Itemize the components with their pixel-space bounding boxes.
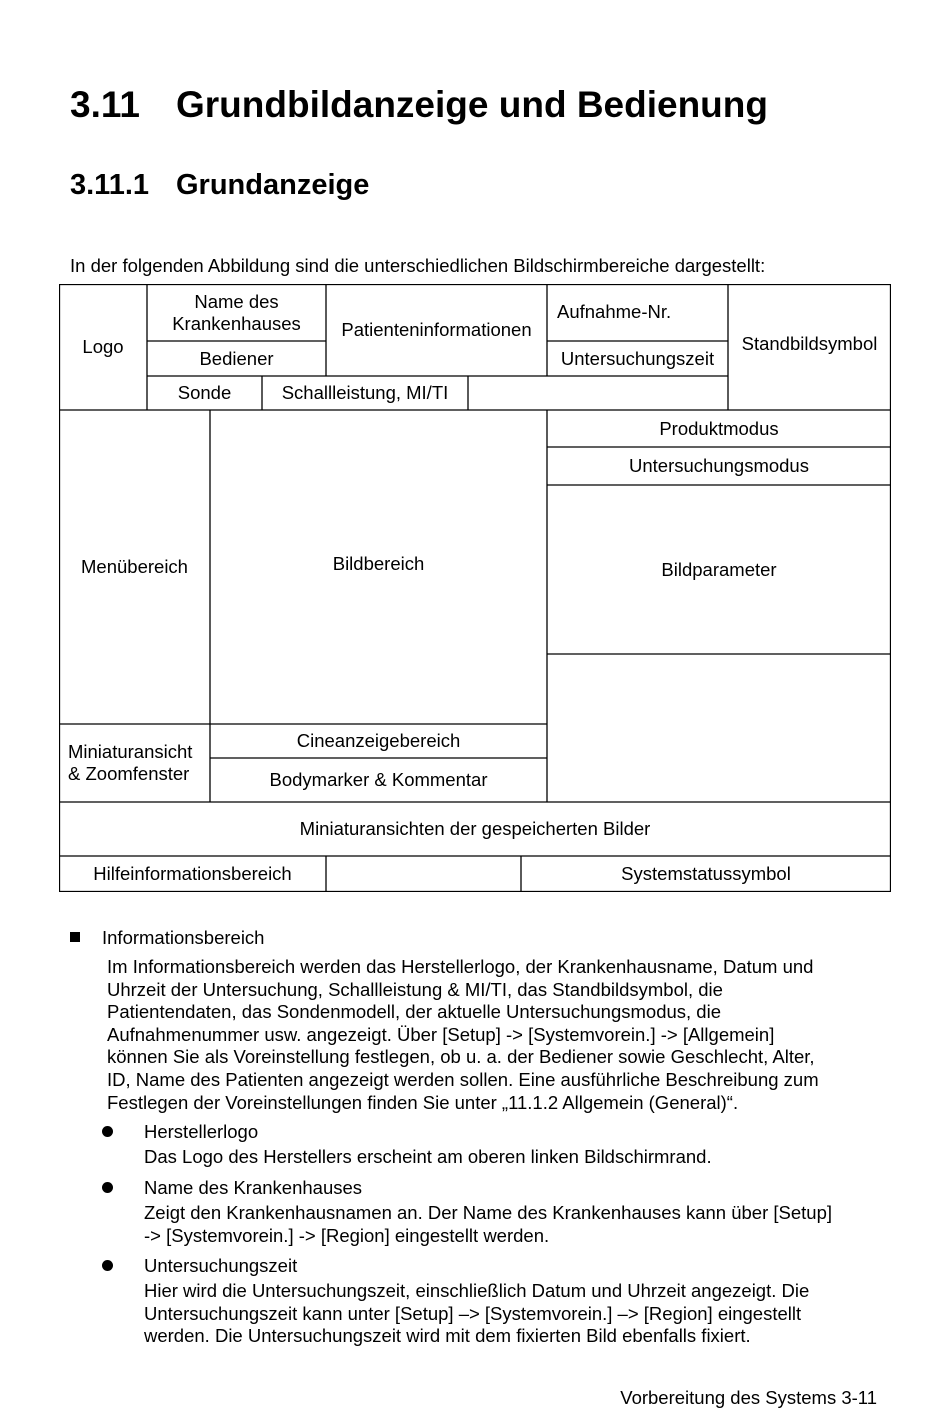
operator-cell (147, 341, 326, 376)
section-number: 3.11 (70, 84, 140, 125)
item-text-manufacturer-logo (144, 1146, 884, 1169)
round-bullet-icon (102, 1126, 113, 1137)
section-heading (70, 82, 768, 128)
acoustic-power-label: Schallleistung, MI/TI (281, 382, 449, 403)
item-title-exam-time: Untersuchungszeit (144, 1255, 298, 1276)
info-text-line: Patientendaten, das Sondenmodell, der aktuelle Untersuchungsmodus, die (107, 1001, 721, 1023)
freeze-icon-label: Standbildsymbol (741, 333, 878, 354)
freeze-icon-cell (728, 284, 891, 404)
logo-cell (59, 284, 147, 410)
stored-thumbnails-cell (59, 802, 891, 856)
cine-area-label: Cineanzeigebereich (296, 730, 461, 751)
menu-area-cell (59, 410, 210, 724)
hospital-name-line2: Krankenhauses (172, 312, 301, 334)
info-text-line: Uhrzeit der Untersuchung, Schallleistung & MI/TI, das Standbildsymbol, die (107, 978, 723, 1000)
round-bullet-icon (102, 1260, 113, 1271)
info-text-line: Im Informationsbereich werden das Herstellerlogo, der Krankenhausname, Datum und (107, 956, 814, 977)
image-params-cell (547, 485, 891, 654)
image-params-label: Bildparameter (661, 558, 777, 580)
subsection-heading (70, 166, 369, 204)
image-area-cell (210, 410, 547, 718)
exam-no-cell (557, 292, 728, 332)
exam-mode-label: Untersuchungsmodus (629, 455, 809, 476)
logo-label: Logo (82, 336, 124, 357)
item-text-exam-time (144, 1280, 884, 1348)
page-footer: Vorbereitung des Systems 3-11 (620, 1387, 877, 1408)
product-mode-cell (547, 410, 891, 447)
subsection-title: Grundanzeige (176, 169, 370, 201)
menu-area-label: Menübereich (81, 556, 188, 577)
info-text-line: Festlegen der Voreinstellungen finden Sie unter „11.1.2 Allgemein (General)“. (107, 1091, 739, 1113)
screen-layout-diagram (59, 284, 891, 892)
item-text-line: Das Logo des Herstellers erscheint am oberen linken Bildschirmrand. (144, 1146, 712, 1167)
product-mode-label: Produktmodus (659, 417, 779, 439)
section-title: Grundbildanzeige und Bedienung (176, 84, 768, 125)
acoustic-power-cell (262, 376, 468, 410)
item-title-hospital-name: Name des Krankenhauses (144, 1177, 363, 1198)
operator-label: Bediener (199, 347, 274, 369)
item-text-line: -> [Systemvorein.] -> [Region] eingestellt werden. (144, 1224, 550, 1246)
round-bullet-icon (102, 1182, 113, 1193)
patient-info-cell (326, 284, 547, 376)
item-text-line: werden. Die Untersuchungszeit wird mit dem fixierten Bild ebenfalls fixiert. (144, 1325, 751, 1347)
help-area-cell (59, 856, 326, 892)
item-text-line: Hier wird die Untersuchungszeit, einschließlich Datum und Uhrzeit angezeigt. Die (144, 1280, 810, 1301)
hospital-name-cell (147, 284, 326, 341)
probe-label: Sonde (177, 382, 232, 403)
image-area-label: Bildbereich (332, 553, 425, 574)
thumbnail-line2: & Zoomfenster (68, 763, 190, 784)
status-icon-label: Systemstatussymbol (621, 863, 791, 884)
subsection-number: 3.11.1 (70, 169, 150, 201)
status-icon-cell (521, 856, 891, 892)
hospital-name-line1: Name des (194, 290, 279, 312)
item-text-line: Zeigt den Krankenhausnamen an. Der Name des Krankenhauses kann über [Setup] (144, 1202, 833, 1223)
thumbnail-zoom-cell (59, 724, 210, 802)
stored-thumbnails-label: Miniaturansichten der gespeicherten Bilder (299, 818, 651, 839)
square-bullet-icon (70, 932, 80, 942)
exam-mode-cell (547, 447, 891, 485)
info-text-line: können Sie als Voreinstellung festlegen, ob u. a. der Bediener sowie Geschlecht, Alter, (107, 1046, 815, 1068)
item-text-line: Untersuchungszeit kann unter [Setup] –> [Systemvorein.] –> [Region] eingestellt (144, 1302, 802, 1324)
exam-no-label: Aufnahme-Nr. (557, 301, 672, 322)
info-text-line: Aufnahmenummer usw. angezeigt. Über [Setup] -> [Systemvorein.] -> [Allgemein] (107, 1023, 775, 1045)
patient-info-label: Patienteninformationen (341, 319, 532, 340)
info-text-line: ID, Name des Patienten angezeigt werden sollen. Eine ausführliche Beschreibung zum (107, 1068, 819, 1090)
probe-cell (147, 376, 262, 410)
item-title-manufacturer-logo: Herstellerlogo (144, 1121, 259, 1142)
bodymark-cell (210, 758, 547, 802)
info-section-title: Informationsbereich (102, 927, 265, 948)
thumbnail-line1: Miniaturansicht (68, 741, 193, 762)
exam-time-cell (547, 341, 728, 376)
help-area-label: Hilfeinformationsbereich (93, 863, 292, 884)
info-section-text (107, 956, 877, 1114)
exam-time-label: Untersuchungszeit (560, 347, 715, 369)
bodymark-label: Bodymarker & Kommentar (269, 769, 488, 790)
intro-text: In der folgenden Abbildung sind die unterschiedlichen Bildschirmbereiche dargestellt: (70, 255, 766, 276)
item-text-hospital-name (144, 1202, 884, 1247)
cine-area-cell (210, 724, 547, 758)
